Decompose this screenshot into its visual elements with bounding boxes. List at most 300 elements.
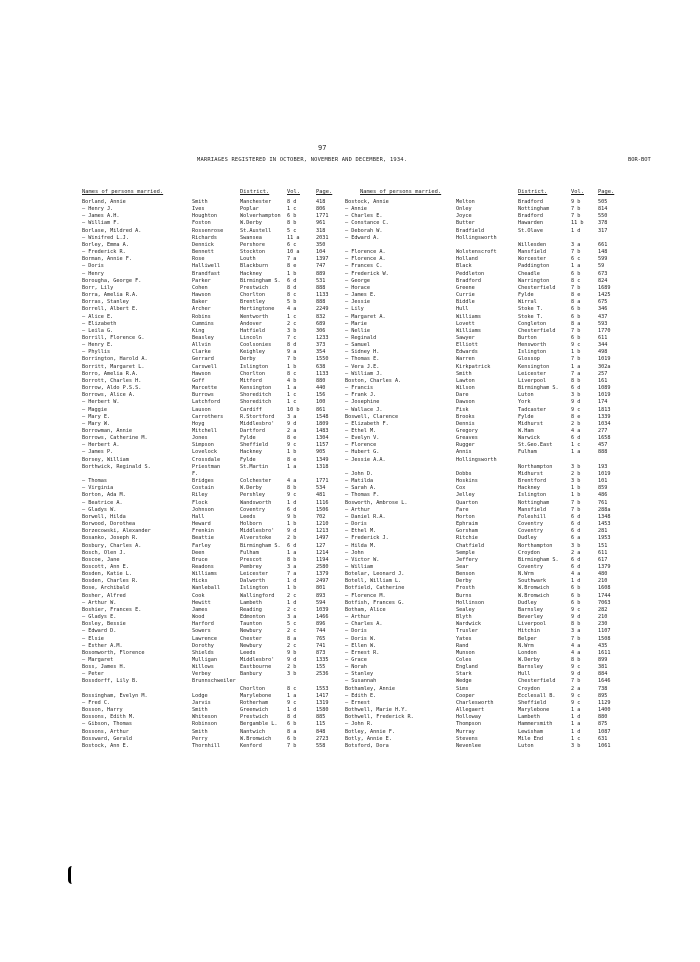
register-entry xyxy=(82,292,338,299)
register-entry xyxy=(82,600,338,607)
district: Coolsonies xyxy=(240,342,272,349)
page-ref: 1466 xyxy=(316,614,329,621)
person-name: — Ernest R. xyxy=(345,649,380,656)
page-ref: 859 xyxy=(598,485,608,492)
person-name: Bothamley, Annie xyxy=(345,685,395,692)
spouse-surname: Bennett xyxy=(192,249,214,256)
person-name: — Marie xyxy=(345,320,367,327)
volume: 7 b xyxy=(287,356,297,363)
page-ref: 1019 xyxy=(598,356,611,363)
person-name: — James P. xyxy=(82,449,114,456)
person-name: Bosomworth, Florence xyxy=(82,649,145,656)
register-entry xyxy=(82,213,338,220)
person-name: — Henry J. xyxy=(82,206,114,213)
person-name: — Edward A. xyxy=(345,234,380,241)
person-name: — Alice E. xyxy=(82,313,114,320)
district: Northampton xyxy=(518,542,553,549)
district: Andover xyxy=(240,320,262,327)
page-ref: 440 xyxy=(316,385,326,392)
left-vol-header: Vol. xyxy=(287,189,300,195)
volume: 1 a xyxy=(287,549,297,556)
register-entry xyxy=(82,614,338,621)
person-name: Botsford, Dora xyxy=(345,742,389,749)
person-name: — Margaret xyxy=(82,657,114,663)
spouse-surname: Cooper xyxy=(456,692,475,699)
person-name: — Margaret A. xyxy=(345,313,386,320)
person-name: Borrows, Catherine M. xyxy=(82,435,148,442)
spouse-surname: Smith xyxy=(192,707,208,714)
register-entry xyxy=(82,256,338,263)
person-name: Botham, Alice xyxy=(345,606,386,613)
volume: 6 c xyxy=(571,256,581,263)
person-name: — Jessie xyxy=(345,299,370,306)
person-name: Borra, Amelia R.A. xyxy=(82,292,139,299)
volume: 7 a xyxy=(287,256,297,263)
register-entry xyxy=(82,356,338,363)
person-name: — Elizabeth xyxy=(82,320,117,327)
person-name: — Sarah A. xyxy=(345,485,377,492)
volume: 8 a xyxy=(287,728,297,735)
register-entry xyxy=(345,557,617,564)
district: Newbury xyxy=(240,628,262,635)
right-district-header: District. xyxy=(518,189,548,195)
register-entry xyxy=(82,306,338,313)
spouse-surname: Yates xyxy=(456,635,472,642)
page-ref: 1339 xyxy=(598,413,611,420)
district: Midhurst xyxy=(518,470,543,477)
district: Leeds xyxy=(240,513,256,520)
register-entry xyxy=(82,507,338,514)
spouse-surname: Benson xyxy=(456,571,475,578)
volume: 2 b xyxy=(571,420,581,427)
page-ref: 1348 xyxy=(598,513,611,520)
page-ref: 534 xyxy=(316,485,326,492)
district: Bradford xyxy=(518,199,543,205)
register-entry xyxy=(82,643,338,650)
person-name: Bosden, Katie L. xyxy=(82,571,132,578)
page-ref: 378 xyxy=(598,220,608,227)
volume: 1 b xyxy=(571,485,581,492)
page-ref: 888 xyxy=(598,449,608,456)
spouse-surname: Gerrard xyxy=(192,356,214,363)
person-name: — Florence M. xyxy=(345,592,386,599)
register-entry xyxy=(345,385,617,392)
page-ref: 104 xyxy=(316,249,326,256)
volume: 3 a xyxy=(287,413,297,420)
register-entry xyxy=(82,278,338,285)
register-entry xyxy=(345,729,617,736)
district: Luton xyxy=(518,392,534,399)
spouse-surname: Munson xyxy=(456,649,475,656)
register-entry xyxy=(345,213,617,220)
volume: 2 a xyxy=(571,685,581,692)
volume: 8 d xyxy=(287,199,297,205)
volume: 6 b xyxy=(287,735,297,742)
register-entry xyxy=(345,342,617,349)
person-name: — Evelyn V. xyxy=(345,435,380,442)
volume: 8 d xyxy=(287,284,297,291)
spouse-surname: Lauson xyxy=(192,406,211,413)
register-entry xyxy=(82,242,338,249)
spouse-surname: Thompson xyxy=(456,721,481,728)
volume: 4 b xyxy=(287,377,297,384)
volume: 8 b xyxy=(571,621,581,628)
index-range-code: BOR-BOT xyxy=(628,157,651,163)
page-ref: 2031 xyxy=(316,234,329,241)
district: W.Bromwich xyxy=(518,585,550,592)
page-ref: 765 xyxy=(316,635,326,642)
register-entry xyxy=(345,220,617,227)
person-name: — James E. xyxy=(345,292,377,299)
volume: 7 a xyxy=(571,370,581,377)
volume: 7 b xyxy=(571,213,581,220)
district: Dudley xyxy=(518,535,537,542)
volume: 2 a xyxy=(571,549,581,556)
page-ref: 101 xyxy=(598,478,608,485)
spouse-surname: Wilson xyxy=(456,385,475,392)
person-name: — Ethel M. xyxy=(345,528,377,535)
person-name: Bosch, Olen J. xyxy=(82,549,126,556)
page-ref: 1483 xyxy=(316,428,329,434)
spouse-surname: Latchford xyxy=(192,399,221,406)
district: Chesterfield xyxy=(518,327,556,334)
district: Derby xyxy=(240,356,256,363)
person-name: Bosden, Charles R. xyxy=(82,578,139,585)
volume: 9 b xyxy=(287,513,297,520)
register-entry xyxy=(345,600,617,607)
register-entry xyxy=(82,378,338,385)
spouse-surname: Smith xyxy=(192,199,208,205)
district: Northampton xyxy=(518,463,553,470)
page-ref: 814 xyxy=(598,206,608,213)
register-entry xyxy=(345,349,617,356)
register-entry xyxy=(345,671,617,678)
register-entry xyxy=(82,729,338,736)
person-name: — Arthur W. xyxy=(82,599,117,606)
district: Wallingford xyxy=(240,592,275,599)
district: Fulham xyxy=(240,549,259,556)
register-entry xyxy=(345,471,617,478)
page-ref: 156 xyxy=(316,392,326,399)
district: Lincoln xyxy=(240,334,262,341)
volume: 1 d xyxy=(287,707,297,714)
register-entry xyxy=(82,707,338,714)
person-name: — Elsie xyxy=(82,635,104,642)
district: Nottingham xyxy=(518,499,550,506)
volume: 7 b xyxy=(571,499,581,506)
spouse-surname: Joyce xyxy=(456,213,472,220)
page-ref: 481 xyxy=(316,492,326,499)
district: Mansfield xyxy=(518,506,547,513)
volume: 3 a xyxy=(571,241,581,248)
register-entry xyxy=(345,278,617,285)
person-name: — Horace xyxy=(345,284,370,291)
volume: 1 c xyxy=(287,206,297,213)
register-entry xyxy=(345,356,617,363)
page-ref: 115 xyxy=(316,721,326,728)
district: Dartford xyxy=(240,428,265,434)
register-entry xyxy=(82,528,338,535)
register-entry xyxy=(345,578,617,585)
spouse-surname: Chatfield xyxy=(456,542,485,549)
register-entry xyxy=(345,421,617,428)
register-entry xyxy=(345,550,617,557)
district: Croydon xyxy=(518,549,540,556)
person-name: Borrington, Harold A. xyxy=(82,356,148,363)
person-name: Bossingham, Evelyn M. xyxy=(82,692,148,699)
person-name: — Susannah xyxy=(345,678,377,685)
person-name: — Edward D. xyxy=(82,628,117,635)
page-ref: 373 xyxy=(316,342,326,349)
person-name: Bosanko, Joseph R. xyxy=(82,535,139,542)
page-ref: 861 xyxy=(316,406,326,413)
spouse-surname: Rose xyxy=(192,256,205,263)
register-entry xyxy=(345,235,617,242)
spouse-surname: Cummins xyxy=(192,320,214,327)
district: W.Derby xyxy=(240,485,262,492)
district: Beverley xyxy=(518,614,543,621)
spouse-surname: Derby xyxy=(456,578,472,585)
register-entry xyxy=(82,743,338,750)
volume: 9 c xyxy=(571,664,581,671)
page-ref: 302a xyxy=(598,363,611,370)
person-name: — Winifred L.J. xyxy=(82,234,129,241)
volume: 2 c xyxy=(287,628,297,635)
register-entry xyxy=(82,285,338,292)
spouse-surname: Sear xyxy=(456,563,469,570)
spouse-surname: Whiteson xyxy=(192,714,217,721)
person-name: — Charles A. xyxy=(345,621,383,628)
volume: 6 a xyxy=(571,535,581,542)
left-district-header: District. xyxy=(240,189,270,195)
district: Fylde xyxy=(240,456,256,463)
volume: 3 a xyxy=(571,628,581,635)
volume: 2 c xyxy=(287,592,297,599)
volume: 6 d xyxy=(571,528,581,535)
register-entry xyxy=(82,392,338,399)
page-ref: 457 xyxy=(598,442,608,449)
volume: 8 c xyxy=(287,370,297,377)
spouse-surname: Ritchie xyxy=(456,535,478,542)
page-ref: 761 xyxy=(598,499,608,506)
register-entry xyxy=(345,743,617,750)
district: Edmonton xyxy=(240,614,265,621)
person-name: — Elizabeth F. xyxy=(345,420,389,427)
page-ref: 174 xyxy=(598,399,608,406)
volume: 6 b xyxy=(571,585,581,592)
spouse-surname: Warren xyxy=(456,356,475,363)
district: Nottingham xyxy=(518,206,550,213)
spouse-surname: Halliwell xyxy=(192,263,221,270)
page-ref: 1034 xyxy=(598,420,611,427)
volume: 8 b xyxy=(571,377,581,384)
district: W.Derby xyxy=(518,657,540,663)
person-name: Boswell, Clarence xyxy=(345,413,399,420)
spouse-surname: Heward xyxy=(192,521,211,528)
page-ref: 2723 xyxy=(316,735,329,742)
volume: 8 e xyxy=(287,456,297,463)
page-ref: 873 xyxy=(316,649,326,656)
spouse-surname: Onley xyxy=(456,206,472,213)
volume: 6 b xyxy=(571,599,581,606)
district: Coventry xyxy=(518,563,543,570)
district: Islington xyxy=(518,349,547,356)
volume: 11 b xyxy=(571,220,584,227)
left-entries-column xyxy=(82,199,338,750)
person-name: Borwell, Hilda xyxy=(82,513,126,520)
register-entry xyxy=(82,271,338,278)
person-name: Boscott, Ann E. xyxy=(82,563,129,570)
page-ref: 161 xyxy=(598,377,608,384)
register-entry xyxy=(345,407,617,414)
page-ref: 1813 xyxy=(598,406,611,413)
spouse-surname: Stevens xyxy=(456,735,478,742)
spouse-surname: Hoyg xyxy=(192,420,205,427)
person-name: — Maggie xyxy=(82,406,107,413)
volume: 1 b xyxy=(287,521,297,528)
person-name: Bostock, Ann E. xyxy=(82,742,129,749)
person-name: — Matilda xyxy=(345,478,374,485)
page-ref: 1129 xyxy=(598,699,611,706)
district: Bergamble L. xyxy=(240,721,278,728)
spouse-surname: Mitchell xyxy=(192,428,217,434)
district: Wolverhampton xyxy=(240,213,281,220)
district: Luton xyxy=(518,742,534,749)
person-name: — Vera J.E. xyxy=(345,363,380,370)
person-name: — Sidney H. xyxy=(345,349,380,356)
district: Kenford xyxy=(240,742,262,749)
person-name: Bosher, Alfred xyxy=(82,592,126,599)
person-name: Borthwick, Reginald S. xyxy=(82,463,151,470)
spouse-surname: Clarke xyxy=(192,349,211,356)
page-ref: 306 xyxy=(316,327,326,334)
spouse-surname: Stark xyxy=(456,671,472,678)
person-name: — Hilda M. xyxy=(345,542,377,549)
page-ref: 210 xyxy=(598,614,608,621)
register-entry xyxy=(82,564,338,571)
page-ref: 832 xyxy=(316,313,326,320)
district: Eastbourne xyxy=(240,664,272,671)
page-ref: 1107 xyxy=(598,628,611,635)
page-ref: 899 xyxy=(598,657,608,663)
volume: 7 b xyxy=(287,742,297,749)
volume: 7 b xyxy=(571,284,581,291)
person-name: Borougha, George F. xyxy=(82,277,142,284)
register-entry xyxy=(82,678,338,685)
page-ref: 354 xyxy=(316,349,326,356)
district: Southwark xyxy=(518,578,547,585)
spouse-surname: Elliott xyxy=(456,342,478,349)
person-name: — Frances C. xyxy=(345,263,383,270)
spouse-surname: Wardwick xyxy=(456,621,481,628)
page-ref: 480 xyxy=(598,571,608,578)
district: Pershore xyxy=(240,241,265,248)
page-ref: 346 xyxy=(598,306,608,313)
page-ref: 895 xyxy=(598,692,608,699)
page-ref: 880 xyxy=(316,377,326,384)
page-ref: 593 xyxy=(598,320,608,327)
spouse-surname: Cox xyxy=(456,485,466,492)
page-title: MARRIAGES REGISTERED IN OCTOBER, NOVEMBER AND DECEMBER, 1934. xyxy=(197,157,408,163)
person-name: Borzecowski, Alexander xyxy=(82,528,151,535)
page-ref: 1116 xyxy=(316,499,329,506)
page-ref: 288a xyxy=(598,506,611,513)
register-entry xyxy=(345,621,617,628)
district: Prestwich xyxy=(240,714,269,721)
register-entry xyxy=(82,571,338,578)
spouse-surname: Hawson xyxy=(192,370,211,377)
volume: 1 a xyxy=(571,721,581,728)
person-name: Borritt, Margaret L. xyxy=(82,363,145,370)
district: Barnsley xyxy=(518,664,543,671)
volume: 1 a xyxy=(287,463,297,470)
register-entry xyxy=(82,521,338,528)
district: Colchester xyxy=(240,478,272,485)
spouse-surname: Verbey xyxy=(192,671,211,678)
register-entry xyxy=(82,421,338,428)
district: W.Ham xyxy=(518,428,534,434)
person-name: — Thomas xyxy=(82,478,107,485)
person-name: — Annie xyxy=(345,206,367,213)
volume: 3 b xyxy=(571,478,581,485)
right-names-header: Names of persons married. xyxy=(360,189,442,195)
district: Warrington xyxy=(518,277,550,284)
page-ref: 1039 xyxy=(316,606,329,613)
register-entry xyxy=(345,650,617,657)
page-ref: 1379 xyxy=(598,563,611,570)
volume: 6 d xyxy=(287,277,297,284)
spouse-surname: Parker xyxy=(192,277,211,284)
volume: 1 c xyxy=(287,399,297,406)
page-ref: 888 xyxy=(316,284,326,291)
volume: 6 b xyxy=(287,213,297,220)
volume: 8 b xyxy=(287,220,297,227)
district: Prestwich xyxy=(240,284,269,291)
person-name: — Frederick W. xyxy=(345,270,389,277)
register-entry xyxy=(345,414,617,421)
spouse-surname: Annis xyxy=(456,449,472,456)
district: Liverpool xyxy=(518,377,547,384)
spouse-surname: Allegaert xyxy=(456,707,485,714)
page-number: 97 xyxy=(318,144,327,152)
page-ref: 1809 xyxy=(316,420,329,427)
district: Islington xyxy=(240,585,269,592)
spouse-surname: Deen xyxy=(192,549,205,556)
district: Hackney xyxy=(240,449,262,456)
district: Poplar xyxy=(240,206,259,213)
register-entry xyxy=(345,199,617,206)
person-name: — Thomas F. xyxy=(345,492,380,499)
register-entry xyxy=(82,457,338,464)
district: Chester xyxy=(240,635,262,642)
person-name: — Virginia xyxy=(82,485,114,492)
page-ref: 148 xyxy=(598,249,608,256)
register-entry xyxy=(82,342,338,349)
register-entry xyxy=(345,707,617,714)
person-name: — Francis xyxy=(345,385,374,392)
volume: 10 a xyxy=(287,249,300,256)
page-ref: 675 xyxy=(598,299,608,306)
district: Kensington xyxy=(518,363,550,370)
register-entry xyxy=(82,550,338,557)
volume: 1 a xyxy=(287,692,297,699)
person-name: Borton, Ada M. xyxy=(82,492,126,499)
spouse-surname: Lawton xyxy=(456,377,475,384)
spouse-surname: Edwards xyxy=(456,349,478,356)
register-entry xyxy=(345,435,617,442)
register-entry xyxy=(82,478,338,485)
person-name: — Phyllis xyxy=(82,349,111,356)
